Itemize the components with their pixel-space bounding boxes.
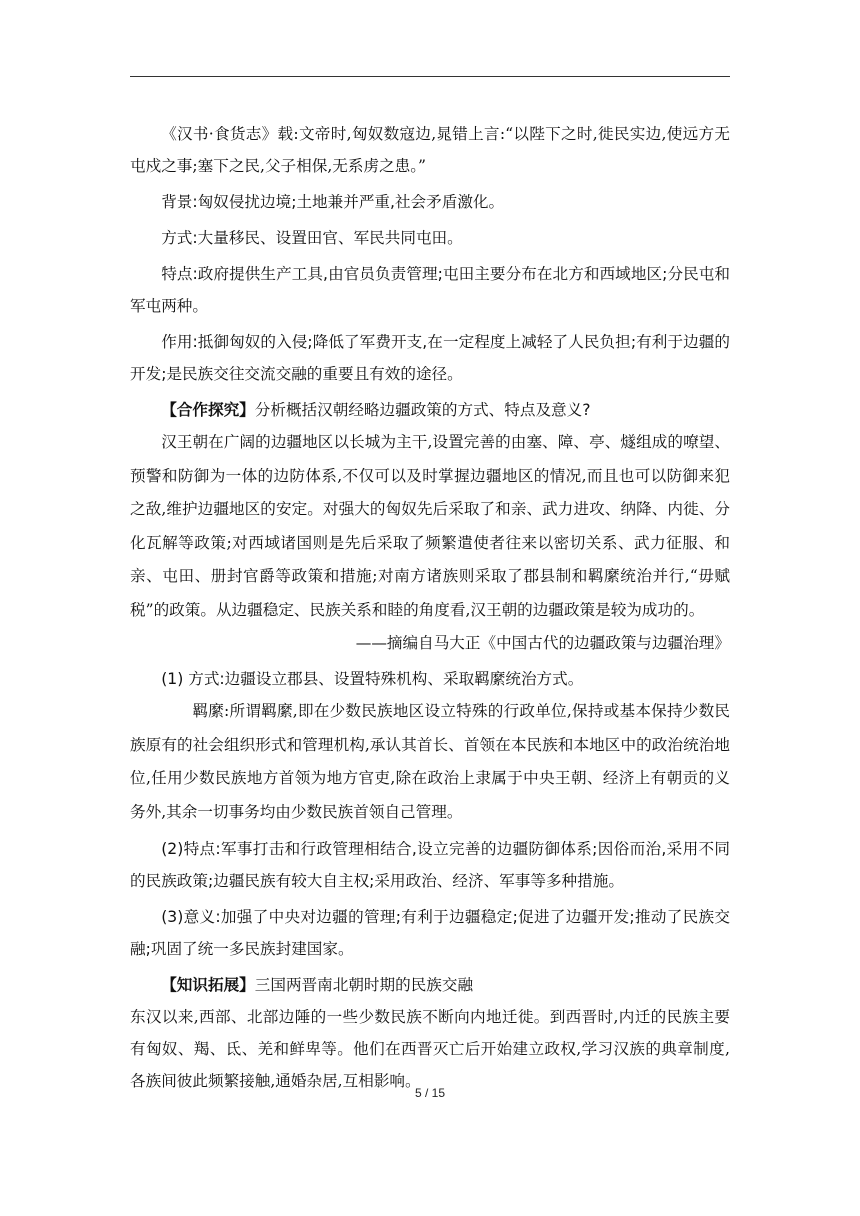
coop-heading — [130, 394, 730, 426]
coop-question: 分析概括汉朝经略边疆政策的方式、特点及意义? — [254, 401, 591, 419]
header-rule — [130, 76, 730, 77]
answer-1: (1) 方式:边疆设立郡县、设置特殊机构、采取羁縻统治方式。 — [161, 670, 584, 688]
background-paragraph: 背景:匈奴侵扰边境;土地兼并严重,社会矛盾激化。 — [161, 193, 505, 211]
effect-paragraph: 作用:抵御匈奴的入侵;降低了军费开支,在一定程度上减轻了人民负担;有利于边疆的开发;是民族交往交流交融的重要且有效的途径。 — [130, 333, 730, 383]
answer-2: (2)特点:军事打击和行政管理相结合,设立完善的边疆防御体系;因俗而治,采用不同的民族政策;边疆民族有较大自主权;采用政治、经济、军事等多种措施。 — [130, 840, 730, 890]
coop-source: ——摘编自马大正《中国古代的边疆政策与边疆治理》 — [355, 634, 730, 652]
quote-paragraph: 《汉书·食货志》载:文帝时,匈奴数寇边,晁错上言:“以陛下之时,徙民实边,使远方无屯戍之事;塞下之民,父子相保,无系虏之患。” — [130, 125, 730, 175]
ext-tag: 【知识拓展】 — [161, 976, 255, 994]
ext-passage: 东汉以来,西部、北部边陲的一些少数民族不断向内地迁徙。到西晋时,内迁的民族主要有匈奴、羯、氐、羌和鲜卑等。他们在西晋灭亡后开始建立政权,学习汉族的典章制度,各族间彼此频繁接触,通婚杂居,互相影响。 — [130, 1008, 730, 1090]
ext-title: 三国两晋南北朝时期的民族交融 — [254, 976, 474, 994]
method-paragraph: 方式:大量移民、设置田官、军民共同屯田。 — [161, 229, 463, 247]
ext-heading — [130, 969, 730, 1001]
features-paragraph: 特点:政府提供生产工具,由官员负责管理;屯田主要分布在北方和西域地区;分民屯和军屯两种。 — [130, 265, 730, 315]
jimi-note: 羁縻:所谓羁縻,即在少数民族地区设立特殊的行政单位,保持或基本保持少数民族原有的社会组织形式和管理机构,承认其首长、首领在本民族和本地区中的政治统治地位,任用少数民族地方首领为地方官吏,除在政治上隶属于中央王朝、经济上有朝贡的义务外,其余一切事务均由少数民族首领自己管理。 — [130, 702, 730, 821]
page-number: 5 / 15 — [414, 1086, 446, 1100]
coop-passage: 汉王朝在广阔的边疆地区以长城为主干,设置完善的由塞、障、亭、燧组成的嘹望、预警和防御为一体的边防体系,不仅可以及时掌握边疆地区的情况,而且也可以防御来犯之敌,维护边疆地区的安定。对强大的匈奴先后采取了和亲、武力进攻、纳降、内徙、分化瓦解等政策;对西域诸国则是先后采取了频繁遣使者往来以密切关系、武力征服、和亲、屯田、册封官爵等政策和措施;对南方诸族则采取了郡县制和羁縻统治并行,“毋赋税”的政策。从边疆稳定、民族关系和睦的角度看,汉王朝的边疆政策是较为成功的。 — [130, 433, 730, 619]
coop-tag: 【合作探究】 — [161, 401, 255, 419]
answer-3: (3)意义:加强了中央对边疆的管理;有利于边疆稳定;促进了边疆开发;推动了民族交融;巩固了统一多民族封建国家。 — [130, 908, 730, 958]
page-body — [130, 118, 730, 1097]
